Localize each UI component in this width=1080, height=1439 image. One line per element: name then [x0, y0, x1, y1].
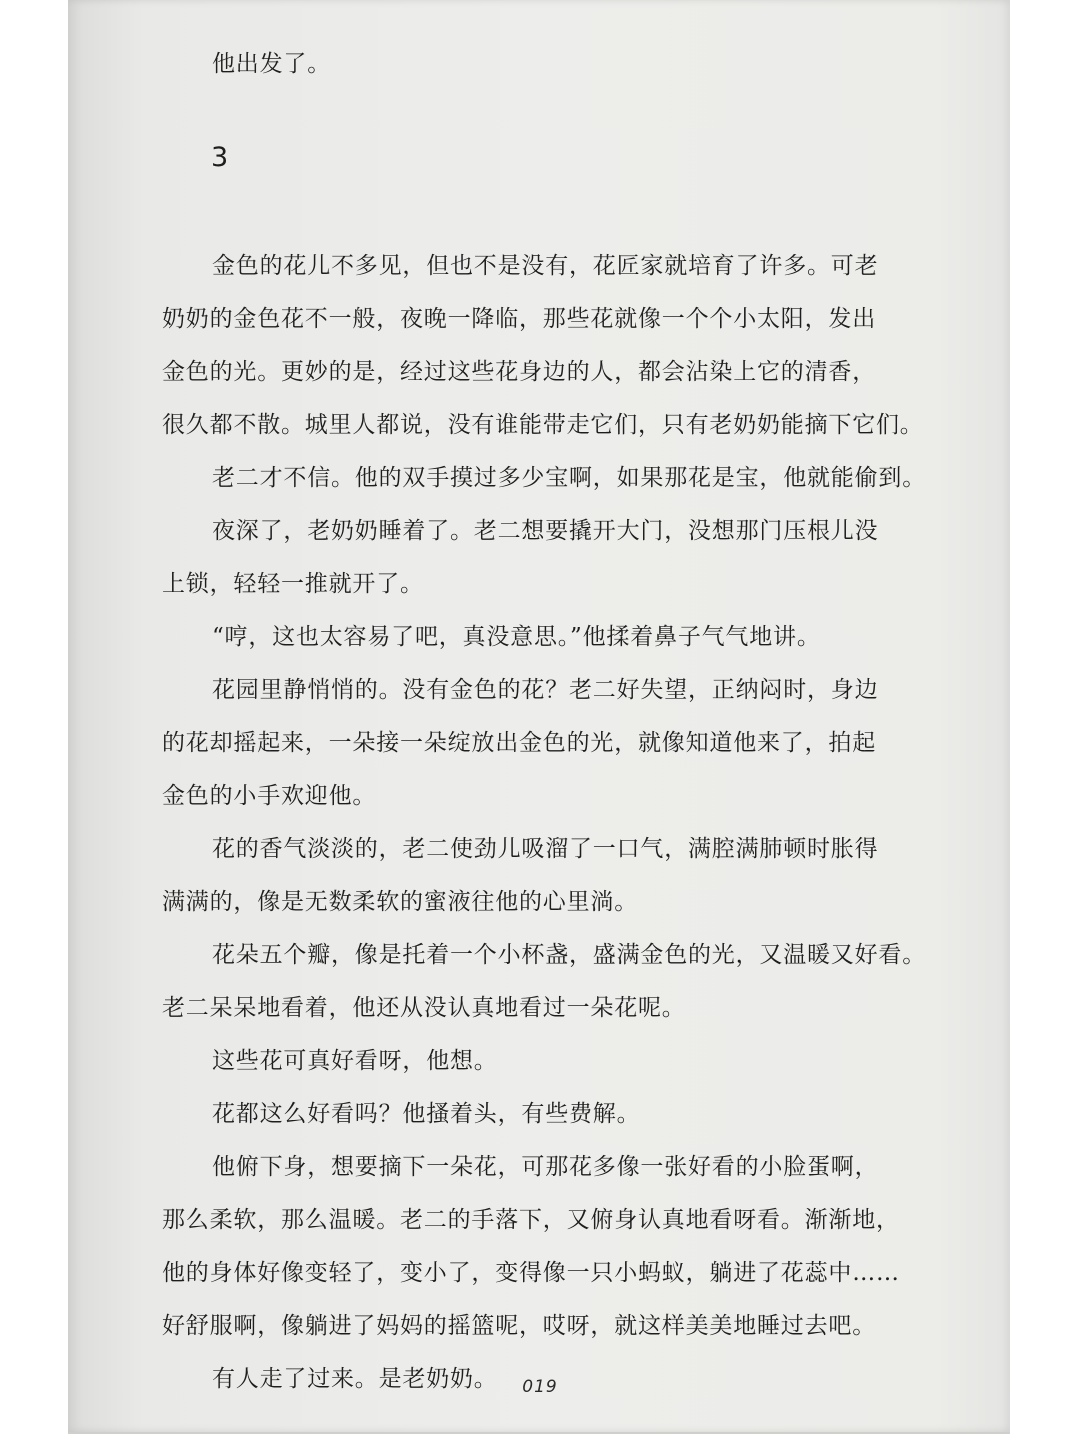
text-line: 满满的，像是无数柔软的蜜液往他的心里淌。	[162, 889, 638, 915]
text-line: 有人走了过来。是老奶奶。	[212, 1366, 498, 1392]
text-line: 金色的光。更妙的是，经过这些花身边的人，都会沾染上它的清香，	[162, 359, 876, 385]
page-text	[162, 38, 942, 91]
text-line: 花的香气淡淡的，老二使劲儿吸溜了一口气，满腔满肺顿时胀得	[212, 836, 879, 862]
text-line: 很久都不散。城里人都说，没有谁能带走它们，只有老奶奶能摘下它们。	[162, 412, 924, 438]
text-line: 夜深了，老奶奶睡着了。老二想要撬开大门，没想那门压根儿没	[212, 518, 879, 544]
text-line: 他俯下身，想要摘下一朵花，可那花多像一张好看的小脸蛋啊，	[212, 1154, 879, 1180]
text-line: 老二才不信。他的双手摸过多少宝啊，如果那花是宝，他就能偷到。	[212, 465, 926, 491]
text-line: 他的身体好像变轻了，变小了，变得像一只小蚂蚁，躺进了花蕊中……	[162, 1260, 900, 1286]
text-line: 好舒服啊，像躺进了妈妈的摇篮呢，哎呀，就这样美美地睡过去吧。	[162, 1313, 876, 1339]
text-line: 花朵五个瓣，像是托着一个小杯盏，盛满金色的光，又温暖又好看。	[212, 942, 926, 968]
text-line: 奶奶的金色花不一般，夜晚一降临，那些花就像一个个小太阳，发出	[162, 306, 876, 332]
text-line: 这些花可真好看呀，他想。	[212, 1048, 498, 1074]
body-text	[162, 240, 942, 1406]
page-number: 019	[522, 1377, 558, 1397]
text-line: 金色的花儿不多见，但也不是没有，花匠家就培育了许多。可老	[212, 253, 879, 279]
text-line: 花都这么好看吗？他搔着头，有些费解。	[212, 1101, 641, 1127]
text-line: 老二呆呆地看着，他还从没认真地看过一朵花呢。	[162, 995, 686, 1021]
text-line: 上锁，轻轻一推就开了。	[162, 571, 424, 597]
text-line: 的花却摇起来，一朵接一朵绽放出金色的光，就像知道他来了，拍起	[162, 730, 876, 756]
text-line: 金色的小手欢迎他。	[162, 783, 377, 809]
section-number: 3	[211, 142, 229, 173]
opening-line: 他出发了。	[212, 51, 331, 77]
text-line: 花园里静悄悄的。没有金色的花？老二好失望，正纳闷时，身边	[212, 677, 879, 703]
text-line: 那么柔软，那么温暖。老二的手落下，又俯身认真地看呀看。渐渐地，	[162, 1207, 900, 1233]
text-line: “哼，这也太容易了吧，真没意思。”他揉着鼻子气气地讲。	[212, 624, 821, 650]
